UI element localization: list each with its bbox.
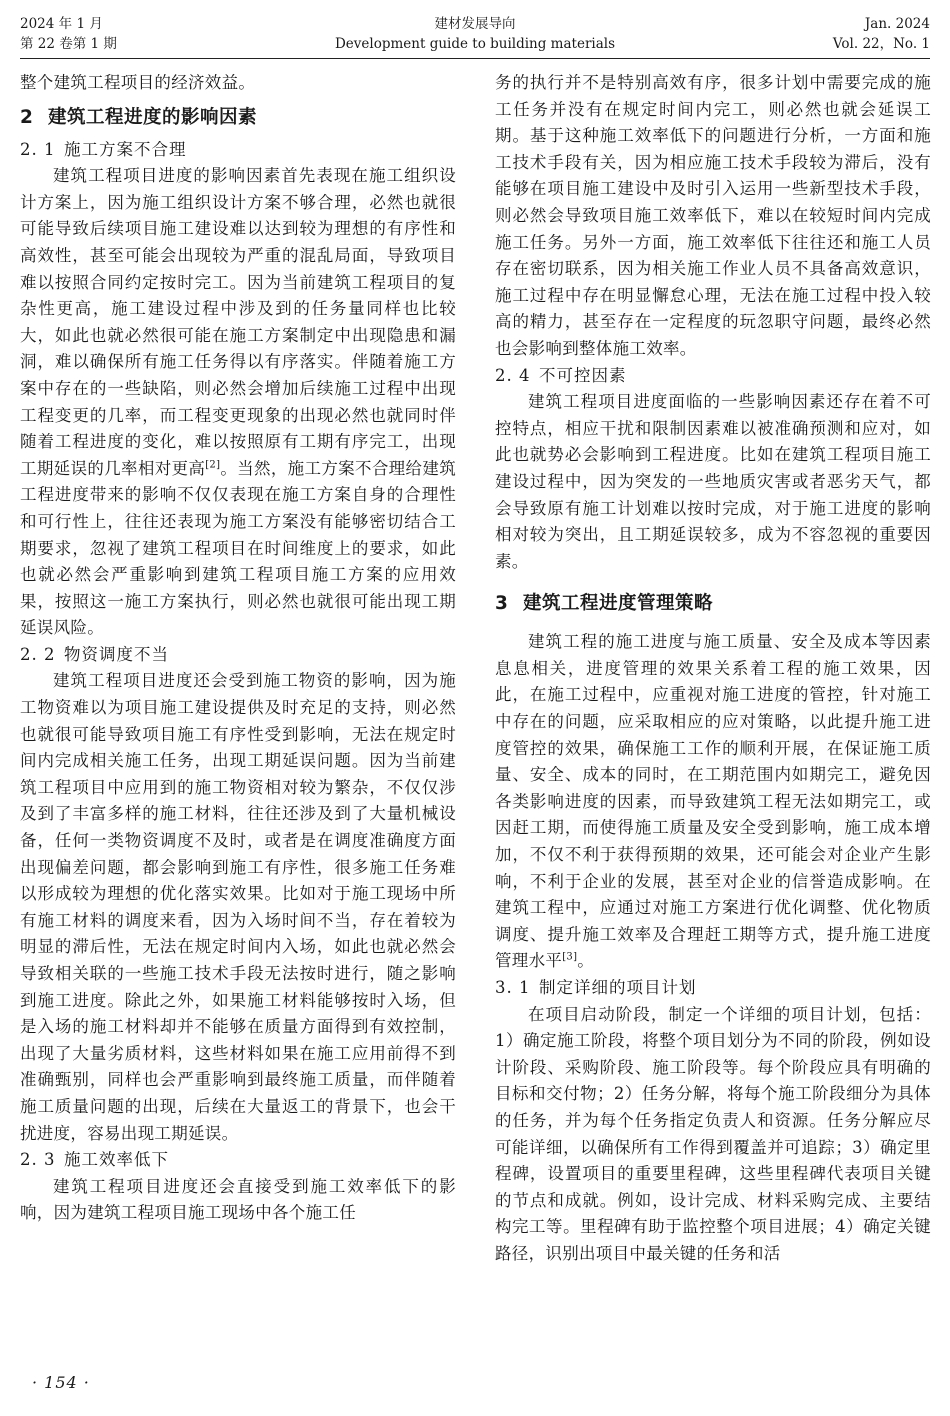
- left-column: [20, 70, 456, 1227]
- section-2-3-number: 2. 3: [20, 1150, 56, 1170]
- section-3-heading: [495, 589, 931, 619]
- section-2-2-title: 物资调度不当: [64, 644, 169, 664]
- section-3-1-paragraph: 在项目启动阶段，制定一个详细的项目计划，包括：1）确定施工阶段，将整个项目划分为不同的阶段，例如设计阶段、采购阶段、施工阶段等。每个阶段应具有明确的目标和交付物；2）任务分解，将每个施工阶段细分为具体的任务，并为每个任务指定负责人和资源。任务分解应尽可能详细，以确保所有工作得到覆盖并可追踪；3）确定里程碑，设置项目的重要里程碑，这些里程碑代表项目关键的节点和成就。例如，设计完成、材料采购完成、主要结构完工等。里程碑有助于监控整个项目进展；4）确定关键路径，识别出项目中最关键的任务和活: [495, 1004, 931, 1263]
- header-right: [833, 14, 930, 54]
- section-2-4-title: 不可控因素: [539, 365, 627, 385]
- intro-paragraph: 整个建筑工程项目的经济效益。: [20, 73, 256, 92]
- header-volume-en: Vol. 22，No. 1: [832, 36, 930, 52]
- citation-3: [3]: [562, 951, 578, 963]
- section-2-2-number: 2. 2: [20, 644, 56, 664]
- journal-title-en: Development guide to building materials: [334, 36, 616, 52]
- section-3-text: 建筑工程的施工进度与施工质量、安全及成本等因素息息相关，进度管理的效果关系着工程的施工效果，因此，在施工过程中，应重视对施工进度的管控，针对施工中存在的问题，应采取相应的应对策略，以此提升施工进度管控的效果，确保施工工作的顺利开展，在保证施工质量、安全、成本的同时，在工期范围内如期完工，避免因各类影响进度的因素，而导致建筑工程无法如期完工，或因赶工期，而使得施工质量及安全受到影响，施工成本增加，不仅不利于获得预期的效果，还可能会对企业产生影响，不利于企业的发展，甚至对企业的信誉造成影响。在建筑工程中，应通过对施工方案进行优化调整、优化物质调度、提升施工效率及合理赶工期等方式，提升施工进度管理水平: [495, 632, 931, 971]
- section-2-1-title: 施工方案不合理: [64, 139, 187, 159]
- section-2-4-number: 2. 4: [495, 365, 531, 385]
- section-2-heading: [20, 103, 456, 133]
- header-volume: 第 22 卷第 1 期: [20, 36, 117, 52]
- page-number: · 154 ·: [32, 1373, 90, 1392]
- running-header: [20, 14, 930, 59]
- section-2-3-paragraph: 建筑工程项目进度还会直接受到施工效率低下的影响，因为建筑工程项目施工现场中各个施工任: [20, 1176, 456, 1223]
- header-center: [20, 14, 930, 54]
- section-2-1-number: 2. 1: [20, 139, 56, 159]
- section-2-title: 建筑工程进度的影响因素: [48, 106, 258, 128]
- section-2-1-paragraph: [20, 163, 456, 642]
- right-column: [495, 70, 931, 1268]
- section-2-4-heading: [495, 363, 931, 390]
- section-2-1-text: 建筑工程项目进度的影响因素首先表现在施工组织设计方案上，因为施工组织设计方案不够合理，必然也就很可能导致后续项目施工建设难以达到较为理想的有序性和高效性，甚至可能会出现较为严重的混乱局面，导致项目难以按照合同约定按时完工。因为当前建筑工程项目的复杂性更高，施工建设过程中涉及到的任务量同样也比较大，如此也就必然很可能在施工方案制定中出现隐患和漏洞，难以确保所有施工任务得以有序落实。伴随着施工方案中存在的一些缺陷，则必然会增加后续施工过程中出现工程变更的几率，而工程变更现象的出现必然也就同时伴随着工程进度的变化，难以按照原有工期有序完工，出现工期延误的几率相对更高: [20, 166, 456, 478]
- section-3-text-end: 。: [577, 951, 595, 971]
- section-2-number: 2: [20, 106, 34, 128]
- citation-2: [2]: [205, 459, 221, 471]
- journal-title-cn: 建材发展导向: [434, 16, 516, 32]
- section-3-title: 建筑工程进度管理策略: [523, 593, 714, 615]
- section-2-1-heading: [20, 137, 456, 164]
- section-2-3-heading: [20, 1147, 456, 1174]
- section-3-1-heading: [495, 975, 931, 1002]
- section-2-1-text-b: 。当然，施工方案不合理给建筑工程进度带来的影响不仅仅表现在施工方案自身的合理性和可行性上，往往还表现为施工方案没有能够密切结合工期要求，忽视了建筑工程项目在时间维度上的要求，如此也就必然会严重影响到建筑工程项目施工方案的应用效果，按照这一施工方案执行，则必然也就很可能出现工期延误风险。: [20, 458, 456, 638]
- section-2-3-title: 施工效率低下: [64, 1150, 169, 1170]
- section-3-1-number: 3. 1: [495, 978, 531, 997]
- section-3-number: 3: [495, 593, 509, 615]
- section-2-2-heading: [20, 642, 456, 669]
- section-3-1-title: 制定详细的项目计划: [539, 978, 697, 997]
- header-date-en: Jan. 2024: [864, 16, 930, 32]
- header-date: 2024 年 1 月: [20, 16, 103, 32]
- section-2-4-paragraph: 建筑工程项目进度面临的一些影响因素还存在着不可控特点，相应干扰和限制因素难以被准确预测和应对，如此也就势必会影响到工程进度。比如在建筑工程项目施工建设过程中，因为突发的一些地质灾害或者恶劣天气，都会导致原有施工计划难以按时完成，对于施工进度的影响相对较为突出，且工期延误较多，成为不容忽视的重要因素。: [495, 392, 931, 571]
- section-2-2-paragraph: 建筑工程项目进度还会受到施工物资的影响，因为施工物资难以为项目施工建设提供及时充足的支持，则必然也就很可能导致项目施工有序性受到影响，无法在规定时间内完成相关施工任务，出现工期延误问题。因为当前建筑工程项目中应用到的施工物资相对较为繁杂，不仅仅涉及到了丰富多样的施工材料，往往还涉及到了大量机械设备，任何一类物资调度不及时，或者是在调度准确度方面出现偏差问题，都会影响到施工有序性，很多施工任务难以形成较为理想的优化落实效果。比如对于施工现场中所有施工材料的调度来看，因为入场时间不当，存在着较为明显的滞后性，无法在规定时间内入场，如此也就必然会导致相关联的一些施工技术手段无法按时进行，随之影响到施工进度。除此之外，如果施工材料能够按时入场，但是入场的施工材料却并不能够在质量方面得到有效控制，出现了大量劣质材料，这些材料如果在施工应用前得不到准确甄别，同样也会严重影响到最终施工质量，而伴随着施工质量问题的出现，后续在大量返工的背景下，也会干扰进度，容易出现工期延误。: [20, 671, 456, 1143]
- section-3-paragraph: [495, 629, 931, 975]
- continued-paragraph: 务的执行并不是特别高效有序，很多计划中需要完成的施工任务并没有在规定时间内完工，则必然也就会延误工期。基于这种施工效率低下的问题进行分析，一方面和施工技术手段有关，因为相应施工技术手段较为滞后，没有能够在项目施工建设中及时引入运用一些新型技术手段，则必然会导致项目施工效率低下，难以在较短时间内完成施工任务。另外一方面，施工效率低下往往还和施工人员存在密切联系，因为相关施工作业人员不具备高效意识，施工过程中存在明显懈怠心理，无法在施工过程中投入较高的精力，甚至存在一定程度的玩忽职守问题，最终必然也会影响到整体施工效率。: [495, 73, 931, 358]
